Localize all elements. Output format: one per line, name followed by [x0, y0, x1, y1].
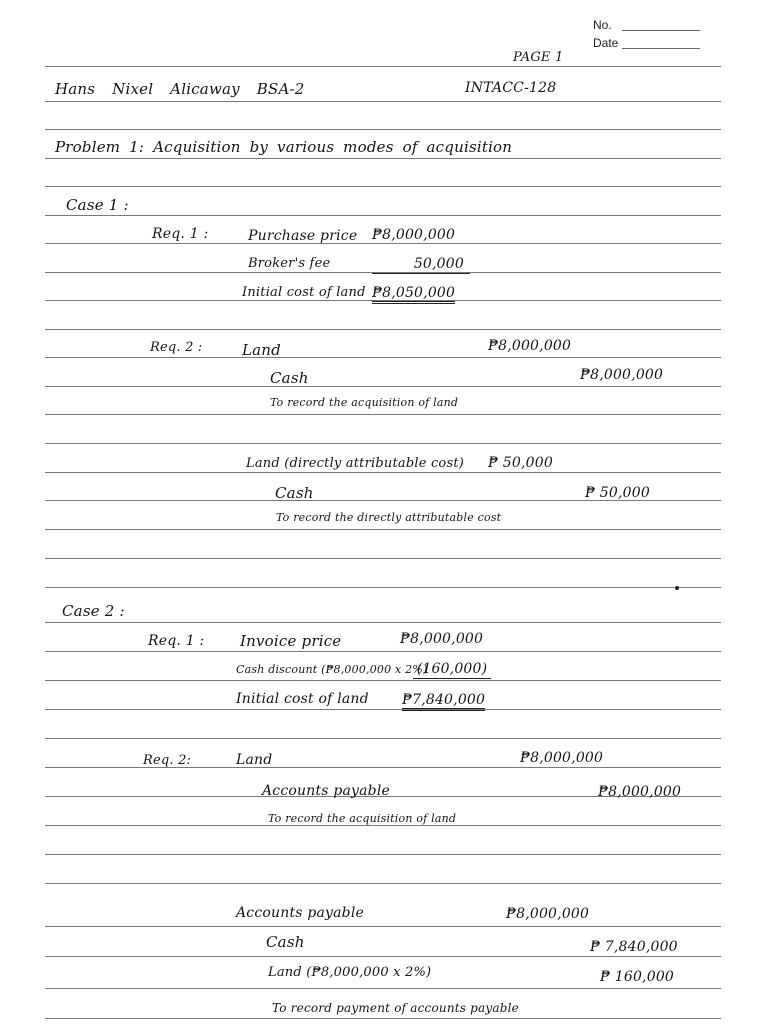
- ruled-line: [45, 587, 721, 588]
- case1-entry1-debit-amount: ₱8,000,000: [488, 338, 572, 354]
- ruled-line: [45, 329, 721, 330]
- no-blank: [622, 30, 700, 31]
- case1-broker-fee-label: Broker's fee: [248, 256, 331, 271]
- course-code: INTACC-128: [465, 80, 557, 96]
- ruled-line: [45, 680, 721, 681]
- ruled-line: [45, 558, 721, 559]
- case1-req1-label: Req. 1 :: [152, 226, 209, 242]
- case2-initial-cost-amount: ₱7,840,000: [402, 692, 485, 711]
- case2-entry1-credit-account: Accounts payable: [262, 783, 391, 799]
- case2-entry2-credit2-account: Land (₱8,000,000 x 2%): [268, 965, 432, 980]
- ruled-line: [45, 883, 721, 884]
- ruled-line: [45, 443, 721, 444]
- ruled-line: [45, 622, 721, 623]
- case1-entry1-credit-account: Cash: [270, 369, 309, 387]
- ruled-line: [45, 926, 721, 927]
- date-label: Date: [593, 36, 619, 50]
- case2-invoice-price-amount: ₱8,000,000: [400, 631, 484, 647]
- ruled-line: [45, 825, 721, 826]
- case1-purchase-price-amount: ₱8,000,000: [372, 227, 456, 243]
- problem-title: Problem 1: Acquisition by various modes of acquisition: [55, 138, 513, 156]
- ruled-line: [45, 738, 721, 739]
- case1-purchase-price-label: Purchase price: [248, 228, 358, 244]
- case2-invoice-price-label: Invoice price: [240, 632, 342, 650]
- case1-entry2-credit-account: Cash: [275, 484, 314, 502]
- case1-heading: Case 1 :: [66, 196, 129, 214]
- ruled-line: [45, 1018, 721, 1019]
- case2-req1-label: Req. 1 :: [148, 633, 205, 649]
- case1-entry2-credit-amount: ₱ 50,000: [585, 485, 650, 501]
- case1-broker-fee-amount: 50,000: [372, 256, 470, 274]
- no-label: No.: [593, 18, 612, 32]
- ruled-line: [45, 854, 721, 855]
- case1-entry2-debit-account: Land (directly attributable cost): [246, 456, 465, 471]
- case1-entry1-debit-account: Land: [242, 341, 281, 359]
- ruled-line: [45, 651, 721, 652]
- ruled-line: [45, 472, 721, 473]
- case2-entry2-debit-amount: ₱8,000,000: [506, 906, 590, 922]
- ruled-line: [45, 988, 721, 989]
- case2-entry2-credit2-amount: ₱ 160,000: [600, 969, 675, 985]
- ruled-line: [45, 158, 721, 159]
- ruled-line: [45, 186, 721, 187]
- case2-entry1-credit-amount: ₱8,000,000: [598, 784, 682, 800]
- ruled-line: [45, 414, 721, 415]
- date-blank: [622, 48, 700, 49]
- ruled-line: [45, 215, 721, 216]
- ruled-line: [45, 956, 721, 957]
- case1-initial-cost-label: Initial cost of land: [242, 285, 366, 300]
- case2-cash-discount-amount: (160,000): [413, 661, 491, 679]
- ruled-line: [45, 66, 721, 67]
- case1-entry1-credit-amount: ₱8,000,000: [580, 367, 664, 383]
- ruled-line: [45, 357, 721, 358]
- case2-entry2-credit1-account: Cash: [266, 933, 305, 951]
- case1-entry1-narration: To record the acquisition of land: [270, 396, 459, 409]
- ruled-line: [45, 709, 721, 710]
- case2-entry2-credit1-amount: ₱ 7,840,000: [590, 939, 678, 955]
- case2-initial-cost-label: Initial cost of land: [236, 691, 369, 707]
- case2-entry1-narration: To record the acquisition of land: [268, 812, 457, 825]
- ink-dot: [675, 586, 679, 590]
- case2-req2-label: Req. 2:: [143, 753, 192, 768]
- case2-entry1-debit-amount: ₱8,000,000: [520, 750, 604, 766]
- case1-entry2-narration: To record the directly attributable cost: [276, 511, 502, 524]
- case2-entry2-narration: To record payment of accounts payable: [272, 1001, 519, 1015]
- ruled-line: [45, 529, 721, 530]
- case2-cash-discount-label: Cash discount (₱8,000,000 x 2%): [236, 663, 428, 676]
- case2-heading: Case 2 :: [62, 602, 125, 620]
- case1-req2-label: Req. 2 :: [150, 340, 203, 355]
- ruled-line: [45, 129, 721, 130]
- case1-entry2-debit-amount: ₱ 50,000: [488, 455, 553, 471]
- ruled-line: [45, 243, 721, 244]
- page-number: PAGE 1: [513, 50, 564, 65]
- case2-entry2-debit-account: Accounts payable: [236, 905, 365, 921]
- ruled-line: [45, 386, 721, 387]
- student-name: Hans Nixel Alicaway BSA-2: [55, 80, 305, 98]
- ruled-line: [45, 101, 721, 102]
- case2-entry1-debit-account: Land: [236, 752, 273, 768]
- case1-initial-cost-amount: ₱8,050,000: [372, 285, 455, 304]
